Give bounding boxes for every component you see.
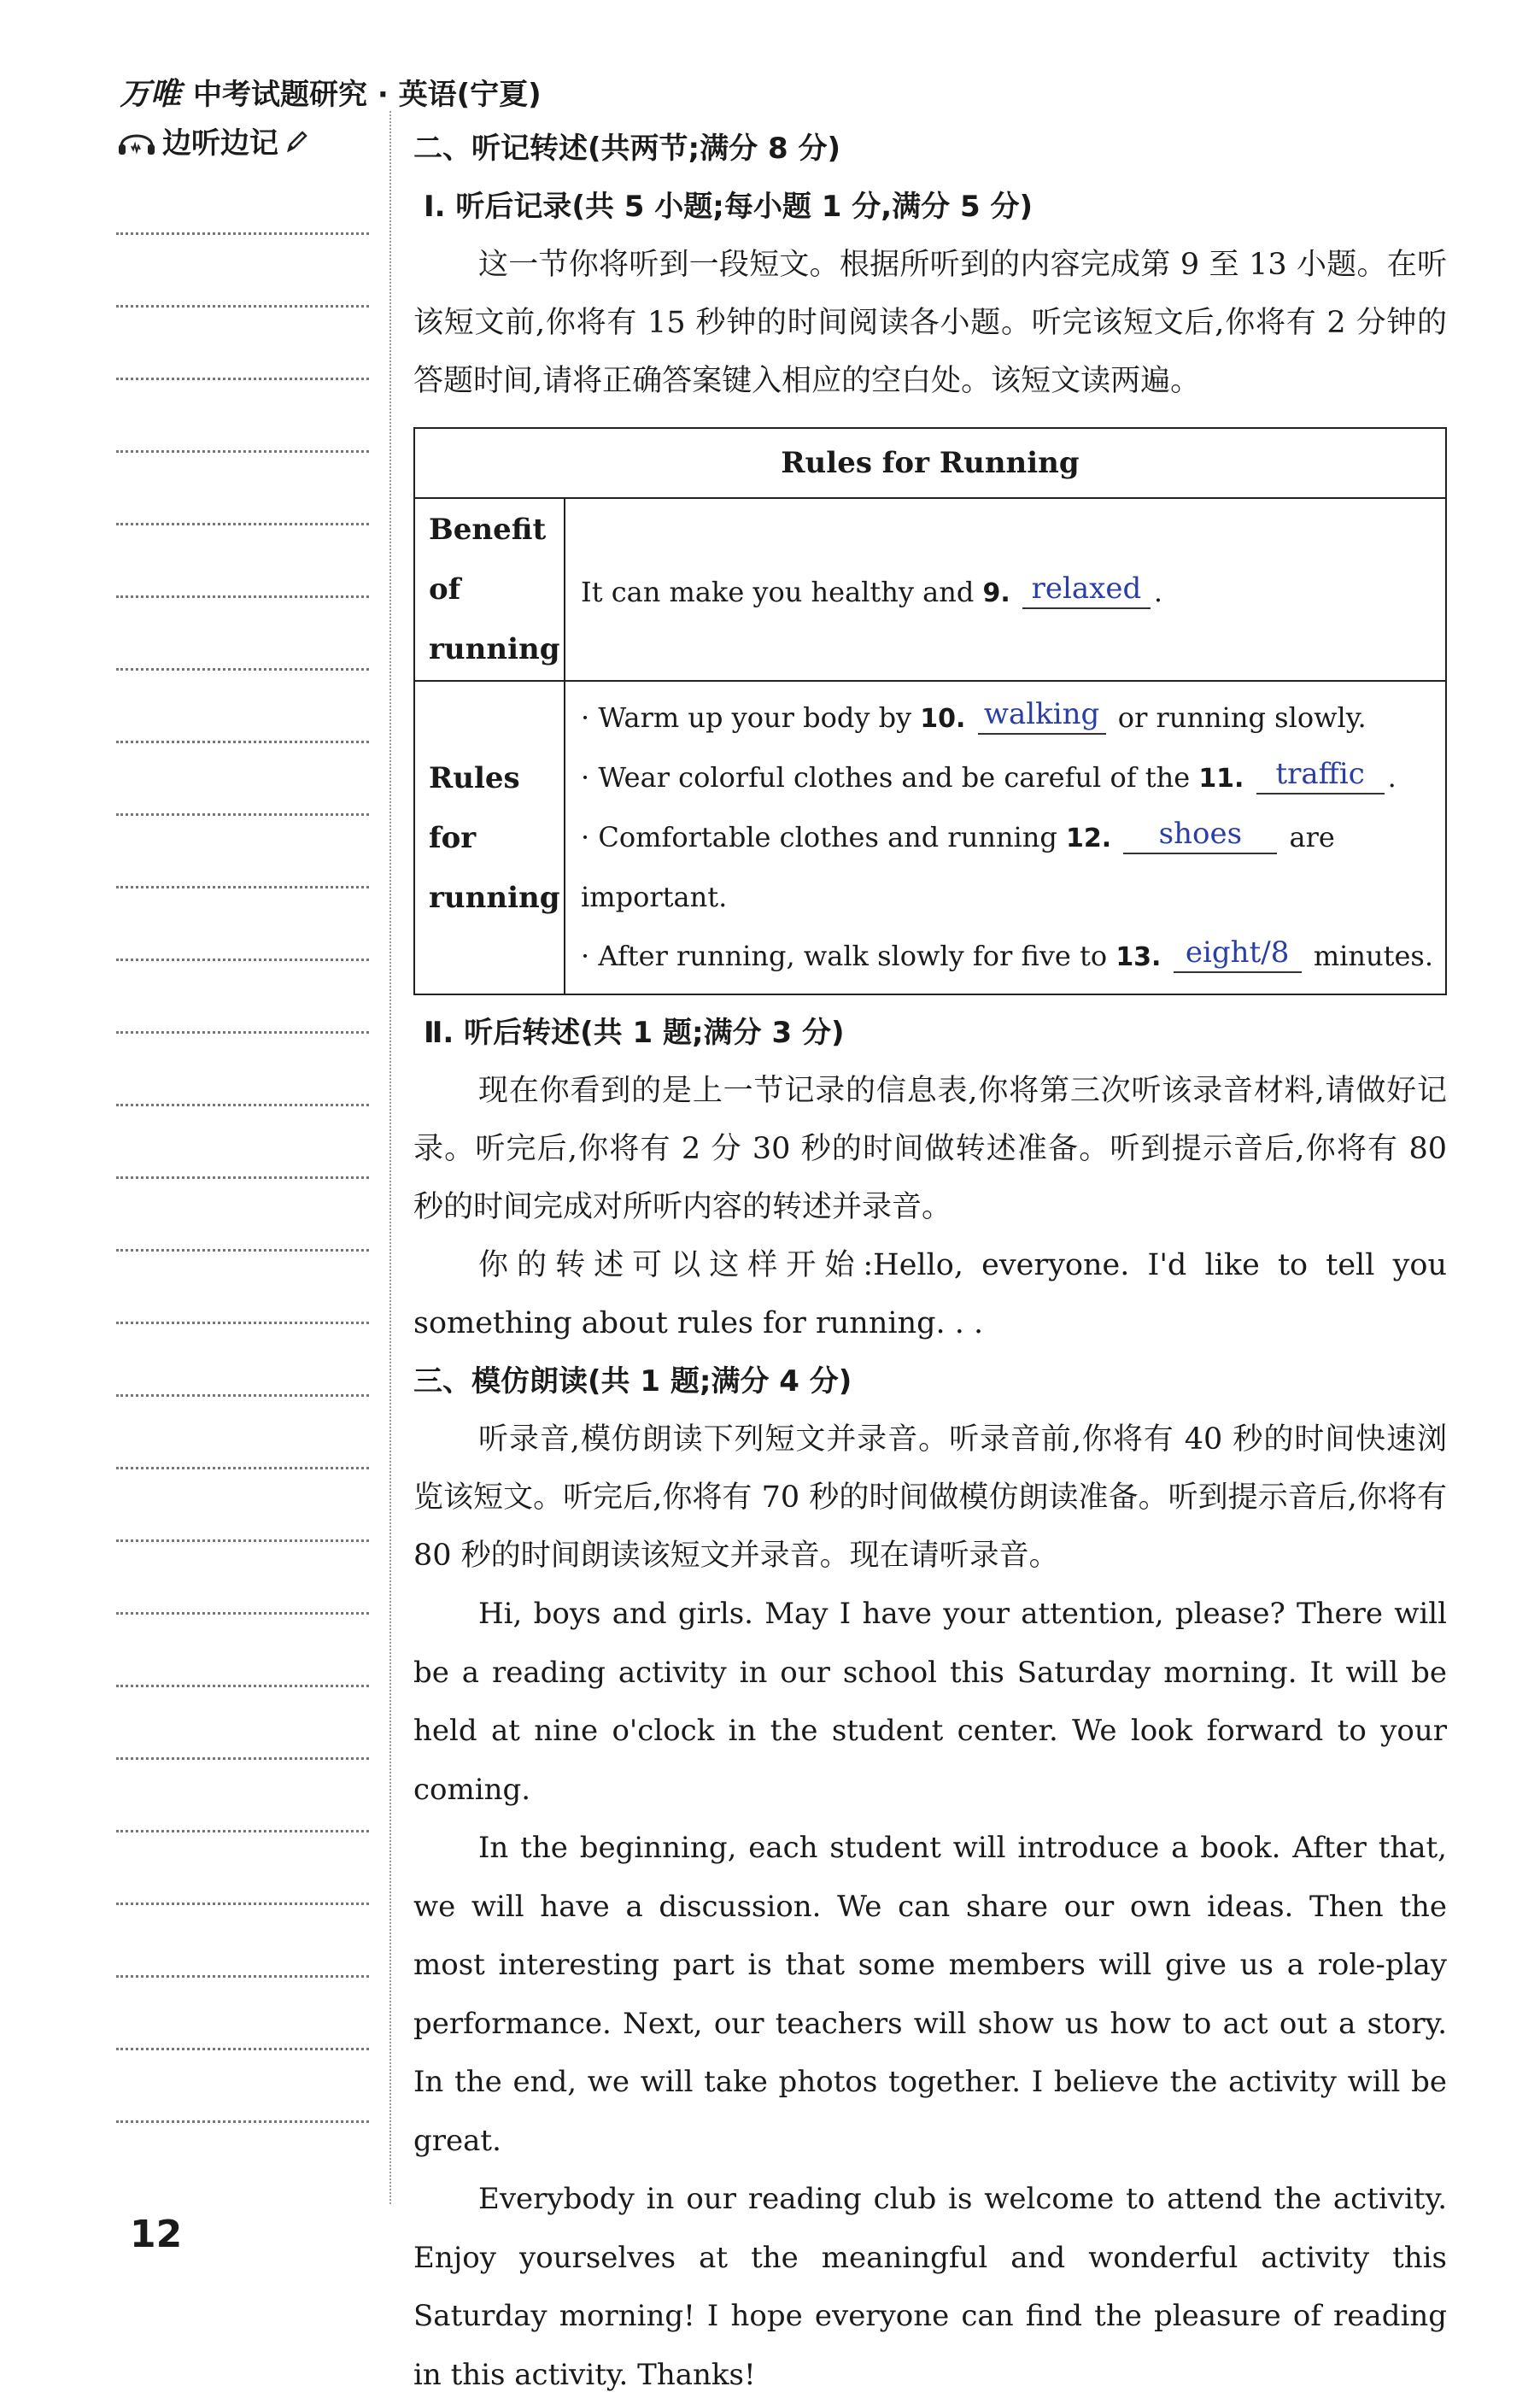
rule-text-after: . <box>1387 761 1397 794</box>
part1-instruction: 这一节你将听到一段短文。根据所听到的内容完成第 9 至 13 小题。在听该短文前,你将有 15 秒钟的时间阅读各小题。听完该短文后,你将有 2 分钟的答题时间,请将正确答案键入相应的空白处。该短文读两遍。 <box>413 248 1447 398</box>
sidebar-title <box>116 120 309 161</box>
headphones-icon <box>116 124 157 158</box>
rule-item <box>581 927 1433 987</box>
book-title: 中考试题研究 · 英语(宁夏) <box>193 78 542 112</box>
answer-blank-11[interactable]: traffic <box>1256 755 1385 794</box>
rules-cell <box>565 681 1446 994</box>
note-line[interactable] <box>116 1104 369 1106</box>
note-line[interactable] <box>116 741 369 743</box>
note-line[interactable] <box>116 595 369 598</box>
note-line[interactable] <box>116 1612 369 1615</box>
note-line[interactable] <box>116 1467 369 1469</box>
note-line[interactable] <box>116 2048 369 2050</box>
brand-logo: 万唯 <box>120 77 182 112</box>
table-title: Rules for Running <box>414 428 1446 498</box>
rule-text-after: are <box>1289 821 1335 853</box>
passage-paragraph: Everybody in our reading club is welcome to attend the activity. Enjoy yourselves at the meaningful and wonderful activity this Saturday morning! I hope everyone can find the pleasure of reading in this activity. Thanks! <box>413 2182 1447 2392</box>
answer-blank-10[interactable]: walking <box>978 695 1106 735</box>
note-line[interactable] <box>116 2120 369 2123</box>
note-line[interactable] <box>116 1830 369 1832</box>
rules-table <box>413 427 1447 995</box>
rule-text-after: or running slowly. <box>1117 701 1367 734</box>
benefit-text: It can make you healthy and <box>581 576 975 608</box>
section3-heading: 三、模仿朗读(共 1 题;满分 4 分) <box>413 1364 852 1398</box>
question-number: 11. <box>1198 764 1244 794</box>
rule-text: · Wear colorful clothes and be careful of the <box>581 761 1191 794</box>
part2-instruction: 现在你看到的是上一节记录的信息表,你将第三次听该录音材料,请做好记录。听完后,你将有 2 分 30 秒的时间做转述准备。听到提示音后,你将有 80 秒的时间完成对所听内容的转述并录音。 <box>413 1074 1447 1224</box>
note-line[interactable] <box>116 1975 369 1978</box>
note-line[interactable] <box>116 378 369 380</box>
rule-item <box>581 808 1433 868</box>
part2-heading: Ⅱ. 听后转述(共 1 题;满分 3 分) <box>424 1016 845 1050</box>
note-line[interactable] <box>116 1249 369 1252</box>
benefit-cell: It can make you healthy and 9. relaxed . <box>565 498 1446 681</box>
note-line[interactable] <box>116 232 369 235</box>
column-divider <box>389 111 391 2204</box>
note-line[interactable] <box>116 959 369 961</box>
note-line[interactable] <box>116 1176 369 1179</box>
rule-text: · After running, walk slowly for five to <box>581 940 1108 972</box>
note-line[interactable] <box>116 668 369 671</box>
table-row <box>414 498 1446 681</box>
note-line[interactable] <box>116 523 369 525</box>
rule-text: · Comfortable clothes and running <box>581 821 1057 853</box>
rule-item <box>581 689 1433 748</box>
rule-continuation: important. <box>581 881 728 913</box>
page-number: 12 <box>130 2213 183 2256</box>
note-line[interactable] <box>116 1903 369 1905</box>
pencil-icon <box>284 128 309 154</box>
note-line[interactable] <box>116 1757 369 1760</box>
table-row <box>414 681 1446 994</box>
question-number: 10. <box>920 704 966 734</box>
sidebar-title-text: 边听边记 <box>162 126 278 161</box>
note-line[interactable] <box>116 1394 369 1397</box>
passage-paragraph: Hi, boys and girls. May I have your attention, please? There will be a reading activity in our school this Saturday morning. It will be held at nine o'clock in the student center. We look forward to your coming. <box>413 1597 1447 1807</box>
note-line[interactable] <box>116 1685 369 1687</box>
note-line[interactable] <box>116 1031 369 1034</box>
answer-blank-9[interactable]: relaxed <box>1022 570 1151 609</box>
note-line[interactable] <box>116 305 369 308</box>
answer-blank-12[interactable]: shoes <box>1123 815 1277 854</box>
rule-text: · Warm up your body by <box>581 701 912 734</box>
main-content <box>413 120 1447 2404</box>
part1-heading: Ⅰ. 听后记录(共 5 小题;每小题 1 分,满分 5 分) <box>424 190 1033 224</box>
rule-text-after: minutes. <box>1313 940 1433 972</box>
section3-instruction: 听录音,模仿朗读下列短文并录音。听录音前,你将有 40 秒的时间快速浏览该短文。听完后,你将有 70 秒的时间做模仿朗读准备。听到提示音后,你将有 80 秒的时间朗读该短文并录音。现在请听录音。 <box>413 1422 1447 1573</box>
note-line[interactable] <box>116 1322 369 1324</box>
question-number: 12. <box>1066 824 1112 853</box>
note-line[interactable] <box>116 1539 369 1542</box>
rule-item <box>581 748 1433 808</box>
rules-label: Rules for running <box>414 681 565 994</box>
question-number: 13. <box>1115 942 1162 972</box>
part2-start: 你的转述可以这样开始:Hello, everyone. I'd like to tell you something about rules for running. . . <box>413 1248 1447 1340</box>
note-line[interactable] <box>116 886 369 888</box>
benefit-label: Benefit of running <box>414 498 565 681</box>
question-number: 9. <box>982 578 1010 608</box>
answer-blank-13[interactable]: eight/8 <box>1174 934 1302 973</box>
passage-paragraph: In the beginning, each student will introduce a book. After that, we will have a discussion. We can share our own ideas. Then the most interesting part is that some members will give us a role-play performance. Next, our teachers will show us how to act out a story. In the end, we will take photos together. I believe the activity will be great. <box>413 1831 1447 2158</box>
note-line[interactable] <box>116 813 369 816</box>
section2-heading: 二、听记转述(共两节;满分 8 分) <box>413 132 841 166</box>
page-header <box>120 70 542 114</box>
note-line[interactable] <box>116 450 369 453</box>
